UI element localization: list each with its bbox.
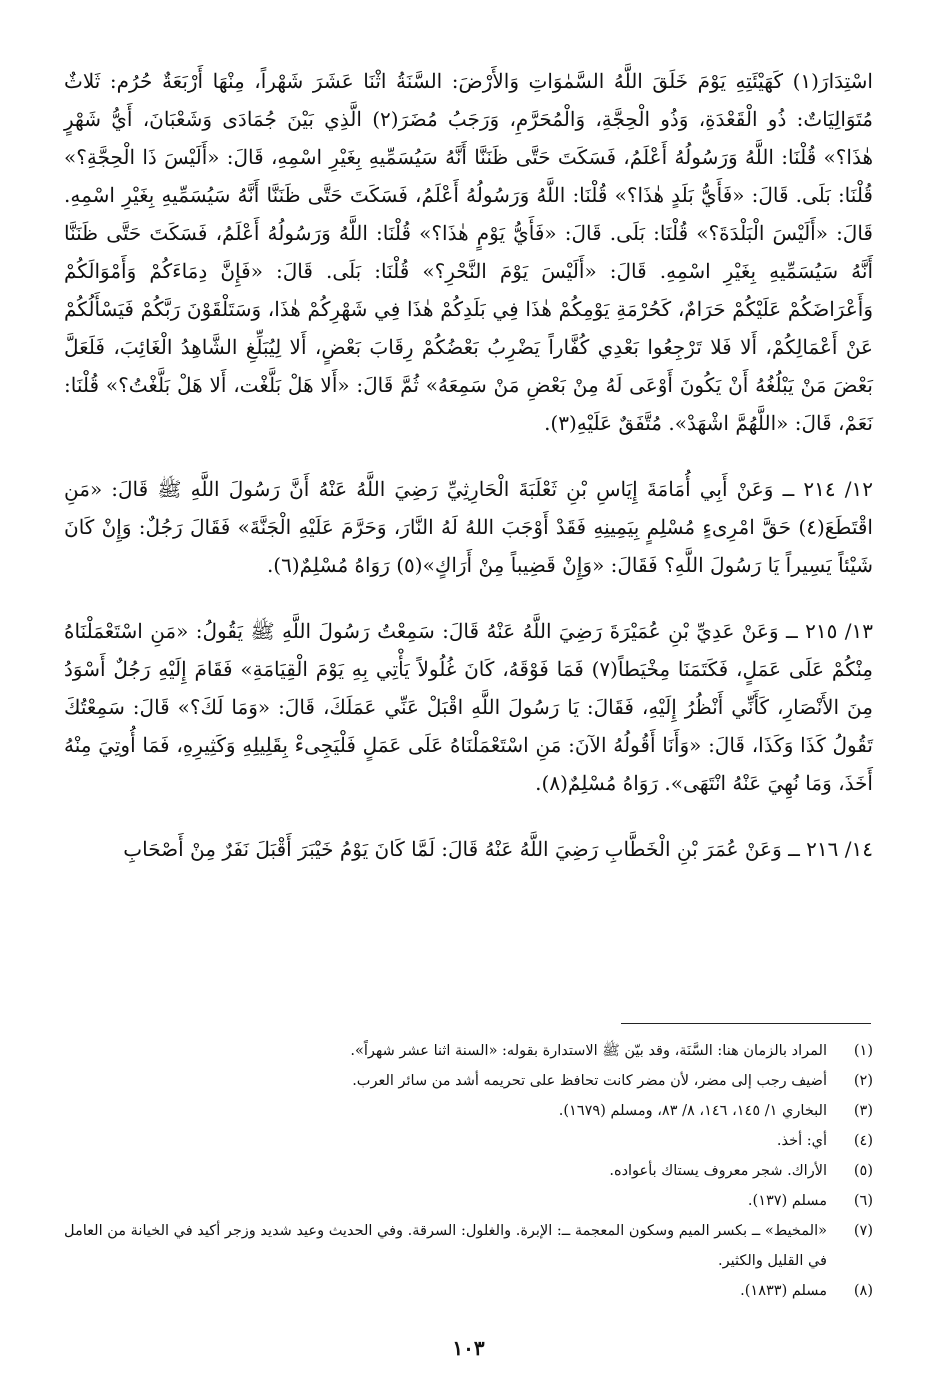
footnote-6 [64,1186,873,1216]
footnote-number: (٦) [853,1193,873,1209]
footnote-number: (٢) [853,1073,873,1089]
footnote-3 [64,1096,873,1126]
hadith-paragraph-continuation: اسْتِدَارَ(١) كَهَيْئَتِهِ يَوْمَ خَلَقَ اللَّهُ السَّمٰوَاتِ وَالأَرْضَ: السَّنَةُ اثْنَا عَشَرَ شَهْراً، مِنْهَا أَرْبَعَةٌ حُرُم: ثَلاثٌ مُتَوَالِيَاتٌ: ذُو الْقَعْدَةِ، وَذُو الْحِجَّةِ، وَالْمُحَرَّمِ، وَرَجَبُ مُضَرَ(٢) الَّذِي بَيْنَ جُمَادَى وَشَعْبَانَ، أَيُّ شَهْرٍ هٰذَا؟» قُلْنَا: اللَّهُ وَرَسُولُهُ أَعْلَمُ، فَسَكَتَ حَتَّى ظَنَنَّا أَنَّهُ سَيُسَمِّيهِ بِغَيْرِ اسْمِهِ، قَالَ: «أَلَيْسَ ذَا الْحِجَّةِ؟» قُلْنَا: بَلَى. قَالَ: «فَأَيُّ بَلَدٍ هٰذَا؟» قُلْنَا: اللَّهُ وَرَسُولُهُ أَعْلَمُ، فَسَكَتَ حَتَّى ظَنَنَّا أَنَّهُ سَيُسَمِّيهِ بِغَيْرِ اسْمِهِ. قَالَ: «أَلَيْسَ الْبَلْدَةَ؟» قُلْنَا: بَلَى. قَالَ: «فَأَيُّ يَوْمٍ هٰذَا؟» قُلْنَا: اللَّهُ وَرَسُولُهُ أَعْلَمُ، فَسَكَتَ حَتَّى ظَنَنَّا أَنَّهُ سَيُسَمِّيهِ بِغَيْرِ اسْمِهِ. قَالَ: «أَلَيْسَ يَوْمَ النَّحْرِ؟» قُلْنَا: بَلَى. قَالَ: «فَإِنَّ دِمَاءَكُمْ وَأَمْوَالَكُمْ وَأَعْرَاضَكُمْ عَلَيْكُمْ حَرَامٌ، كَحُرْمَةِ يَوْمِكُمْ هٰذَا فِي بَلَدِكُمْ هٰذَا فِي شَهْرِكُمْ هٰذَا، وَسَتَلْقَوْنَ رَبَّكُمْ فَيَسْأَلُكُمْ عَنْ أَعْمَالِكُمْ، أَلا فَلا تَرْجِعُوا بَعْدِي كُفَّاراً يَضْرِبُ بَعْضُكُمْ رِقَابَ بَعْضٍ، أَلا لِيُبَلِّغِ الشَّاهِدُ الْغَائِبَ، فَلَعَلَّ بَعْضَ مَنْ يَبْلُغُهُ أَنْ يَكُونَ أَوْعَى لَهُ مِنْ بَعْضِ مَنْ سَمِعَهُ» ثُمَّ قَالَ: «أَلا هَلْ بَلَّغْت، أَلا هَلْ بَلَّغْتُ؟» قُلْنَا: نَعَمْ، قَالَ: «اللَّهُمَّ اشْهَدْ». مُتَّفَقٌ عَلَيْهِ(٣). [64,69,874,435]
footnote-number: (٤) [853,1133,873,1149]
footnote-1 [64,1036,873,1066]
footnote-text: أي: أخذ. [776,1133,827,1149]
footnote-number: (٧) [853,1223,873,1239]
footnote-text: المراد بالزمان هنا: السَّنَة، وقد بيّن ﷺ الاستدارة بقوله: «السنة اثنا عشر شهراً». [350,1043,827,1059]
footnote-number: (٥) [853,1163,873,1179]
footnote-divider [621,1023,871,1024]
footnote-8 [64,1276,873,1306]
footnote-text: مسلم (١٨٣٣). [740,1283,827,1299]
footnote-7 [64,1216,873,1276]
footnote-number: (١) [853,1043,873,1059]
hadith-paragraph-216: ١٤/ ٢١٦ ــ وَعَنْ عُمَرَ بْنِ الْخَطَّابِ رَضِيَ اللَّهُ عَنْهُ قَالَ: لَمَّا كَانَ يَوْمُ خَيْبَرَ أَقْبَلَ نَفَرٌ مِنْ أَصْحَابِ [123,837,873,861]
footnote-text: أضيف رجب إلى مضر، لأن مضر كانت تحافظ على تحريمه أشد من سائر العرب. [352,1073,827,1089]
footnote-text: مسلم (١٣٧). [747,1193,827,1209]
page-number: ١٠٣ [452,1336,485,1360]
footnote-text: البخاري ١/ ١٤٥، ١٤٦، ٨/ ٨٣، ومسلم (١٦٧٩). [558,1103,827,1119]
footnote-2 [64,1066,873,1096]
footnote-number: (٣) [853,1103,873,1119]
footnote-text: الأراك. شجر معروف يستاك بأعواده. [609,1163,827,1179]
footnote-number: (٨) [853,1283,873,1299]
footnote-text: «المخيط» ــ بكسر الميم وسكون المعجمة ــ: الإبرة. والغلول: السرقة. وفي الحديث وعيد شديد وزجر أكيد في الخيانة من العامل في القليل والكثير. [64,1223,827,1269]
footnote-4 [64,1126,873,1156]
main-text [64,62,873,868]
footnotes [64,1036,873,1306]
footnote-5 [64,1156,873,1186]
hadith-paragraph-214: ١٢/ ٢١٤ ــ وَعَنْ أَبِي أُمَامَةَ إِيَاسِ بْنِ ثَعْلَبَةَ الْحَارِثِيِّ رَضِيَ اللَّهُ عَنْهُ أَنَّ رَسُولَ اللَّهِ ﷺ قَالَ: «مَنِ اقْتَطَعَ(٤) حَقَّ امْرِىءٍ مُسْلِمٍ بِيَمِينِهِ فَقَدْ أَوْجَبَ اللهُ لَهُ النَّارَ، وَحَرَّمَ عَلَيْهِ الْجَنَّةَ» فَقَالَ رَجُلٌ: وَإِنْ كَانَ شَيْئاً يَسِيراً يَا رَسُولَ اللَّهِ؟ فَقَالَ: «وَإِنْ قَضِيباً مِنْ أَرَاكٍ»(٥) رَوَاهُ مُسْلِمٌ(٦). [64,477,873,577]
hadith-paragraph-215: ١٣/ ٢١٥ ــ وَعَنْ عَدِيِّ بْنِ عُمَيْرَةَ رَضِيَ اللَّهُ عَنْهُ قَالَ: سَمِعْتُ رَسُولَ اللَّهِ ﷺ يَقُولُ: «مَنِ اسْتَعْمَلْنَاهُ مِنْكُمْ عَلَى عَمَلٍ، فَكَتَمَنَا مِخْيَطاً(٧) فَمَا فَوْقَهُ، كَانَ غُلُولاً يَأْتِي بِهِ يَوْمَ الْقِيَامَةِ» فَقَامَ إِلَيْهِ رَجُلٌ أَسْوَدُ مِنَ الأَنْصَارِ، كَأَنِّي أَنْظُرُ إِلَيْهِ، فَقَالَ: يَا رَسُولَ اللَّهِ اقْبَلْ عَنِّي عَمَلَكَ، قَالَ: «وَمَا لَكَ؟» قَالَ: سَمِعْتُكَ تَقُولُ كَذَا وَكَذَا، قَالَ: «وَأَنَا أَقُولُهُ الآنَ: مَنِ اسْتَعْمَلْنَاهُ عَلَى عَمَلٍ فَلْيَجِىءْ بِقَلِيلِهِ وَكَثِيرِهِ، فَمَا أُوتِيَ مِنْهُ أَخَذَ، وَمَا نُهِيَ عَنْهُ انْتَهَى». رَوَاهُ مُسْلِمٌ(٨). [64,619,873,795]
